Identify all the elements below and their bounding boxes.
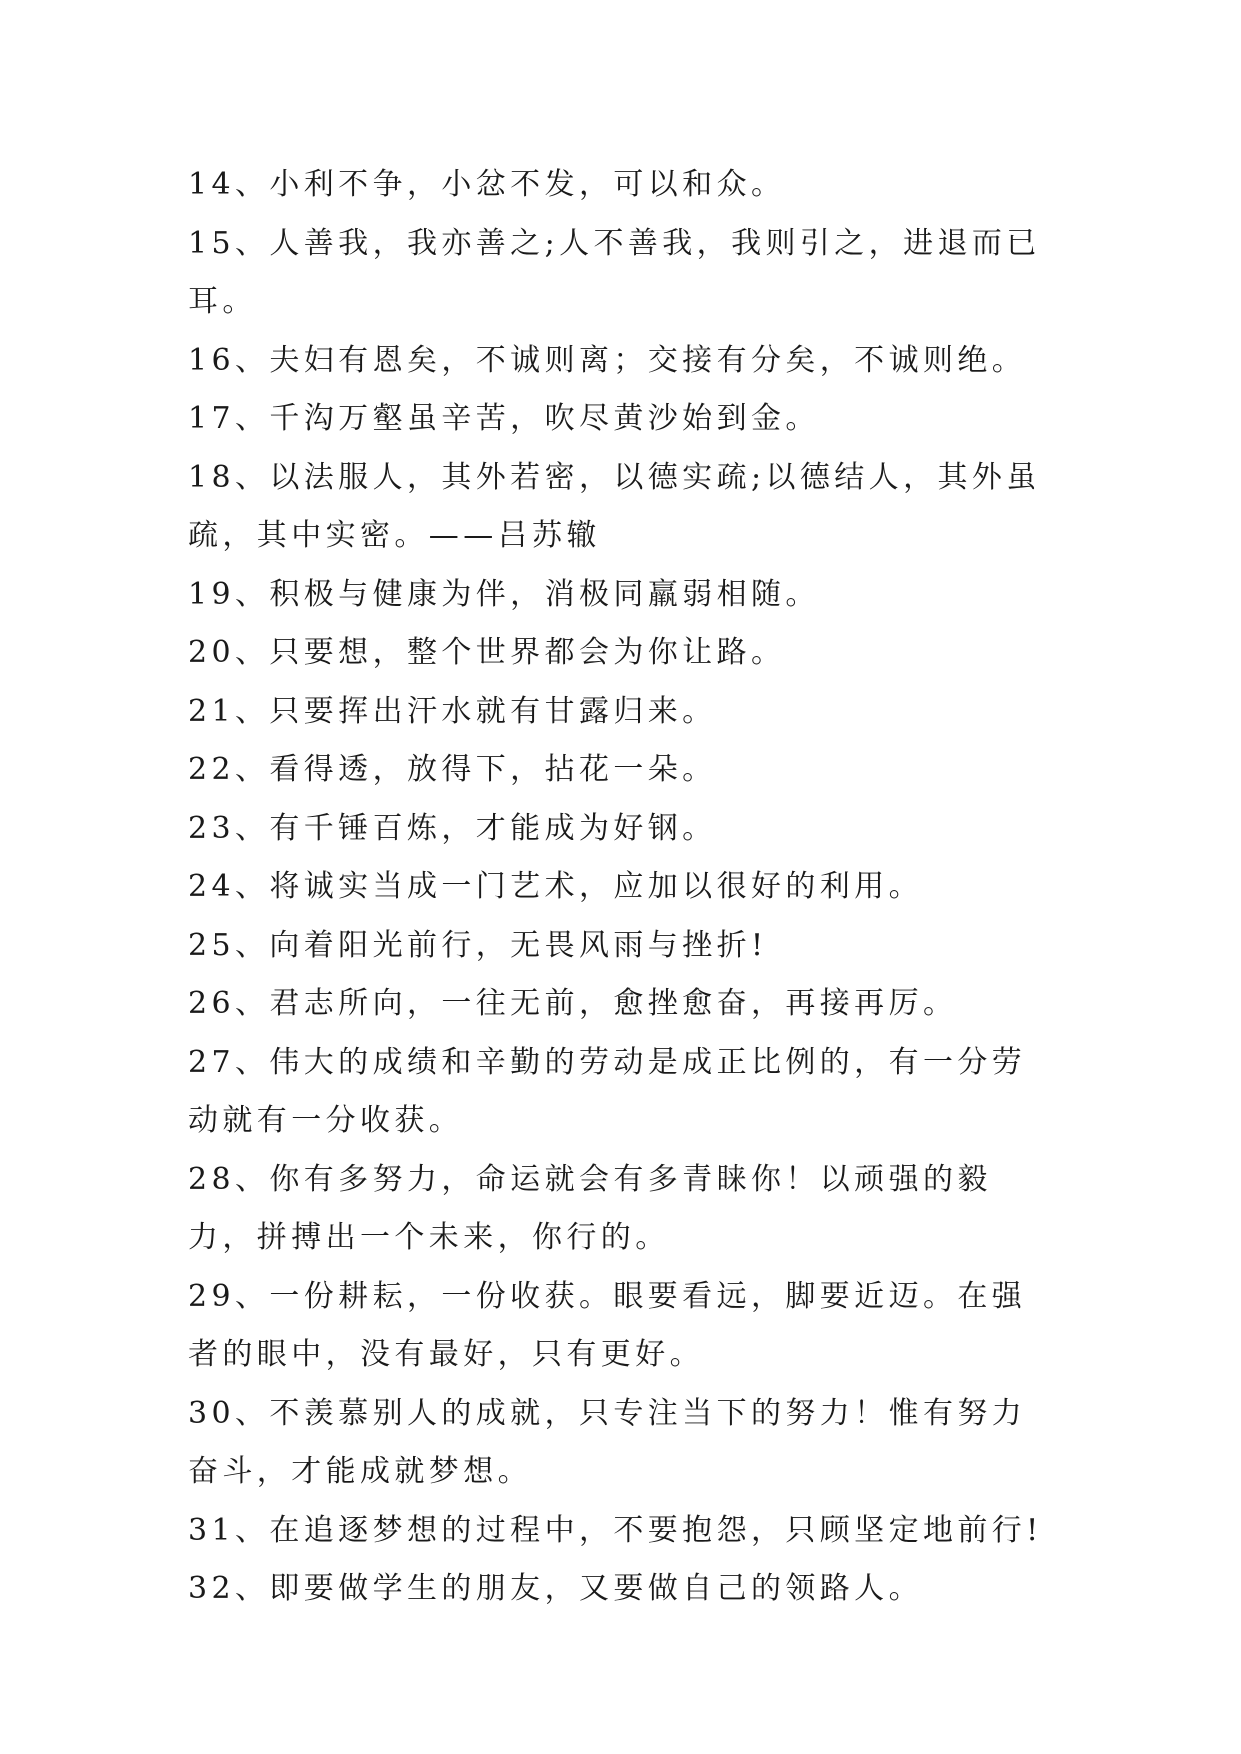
quote-item-19: 19、积极与健康为伴，消极同羸弱相随。 (188, 576, 820, 612)
quote-item-27: 27、伟大的成绩和辛勤的劳动是成正比例的，有一分劳动就有一分收获。 (188, 1044, 1027, 1138)
quote-item-23: 23、有千锤百炼，才能成为好钢。 (188, 810, 717, 846)
quote-item-24: 24、将诚实当成一门艺术，应加以很好的利用。 (188, 869, 923, 904)
quote-item-22: 22、看得透，放得下，拈花一朵。 (188, 752, 717, 787)
quote-item-18: 18、以法服人，其外若密，以德实疏;以德结人，其外虽疏，其中实密。——吕苏辙 (188, 459, 1041, 553)
quote-item-25: 25、向着阳光前行，无畏风雨与挫折! (188, 927, 768, 963)
quote-item-30: 30、不羡慕别人的成就，只专注当下的努力！惟有努力奋斗，才能成就梦想。 (188, 1395, 1027, 1489)
quote-item-26: 26、君志所向，一往无前，愈挫愈奋，再接再厉。 (188, 986, 958, 1021)
quote-item-29: 29、一份耕耘，一份收获。眼要看远，脚要近迈。在强者的眼中，没有最好，只有更好。 (188, 1278, 1027, 1372)
quote-list (188, 156, 1058, 1619)
quote-item-32: 32、即要做学生的朋友，又要做自己的领路人。 (188, 1571, 923, 1606)
quote-item-31: 31、在追逐梦想的过程中，不要抱怨，只顾坚定地前行! (188, 1512, 1043, 1548)
quote-item-17: 17、千沟万壑虽辛苦，吹尽黄沙始到金。 (188, 401, 820, 436)
quote-item-20: 20、只要想，整个世界都会为你让路。 (188, 635, 786, 670)
quote-item-14: 14、小利不争，小忿不发，可以和众。 (188, 167, 786, 202)
quote-item-21: 21、只要挥出汗水就有甘露归来。 (188, 693, 717, 729)
quote-item-28: 28、你有多努力，命运就会有多青睐你！以顽强的毅力，拼搏出一个未来，你行的。 (188, 1161, 992, 1255)
quote-item-15: 15、人善我，我亦善之;人不善我，我则引之，进退而已耳。 (188, 225, 1041, 319)
quote-item-16: 16、夫妇有恩矣，不诚则离；交接有分矣，不诚则绝。 (188, 342, 1027, 378)
